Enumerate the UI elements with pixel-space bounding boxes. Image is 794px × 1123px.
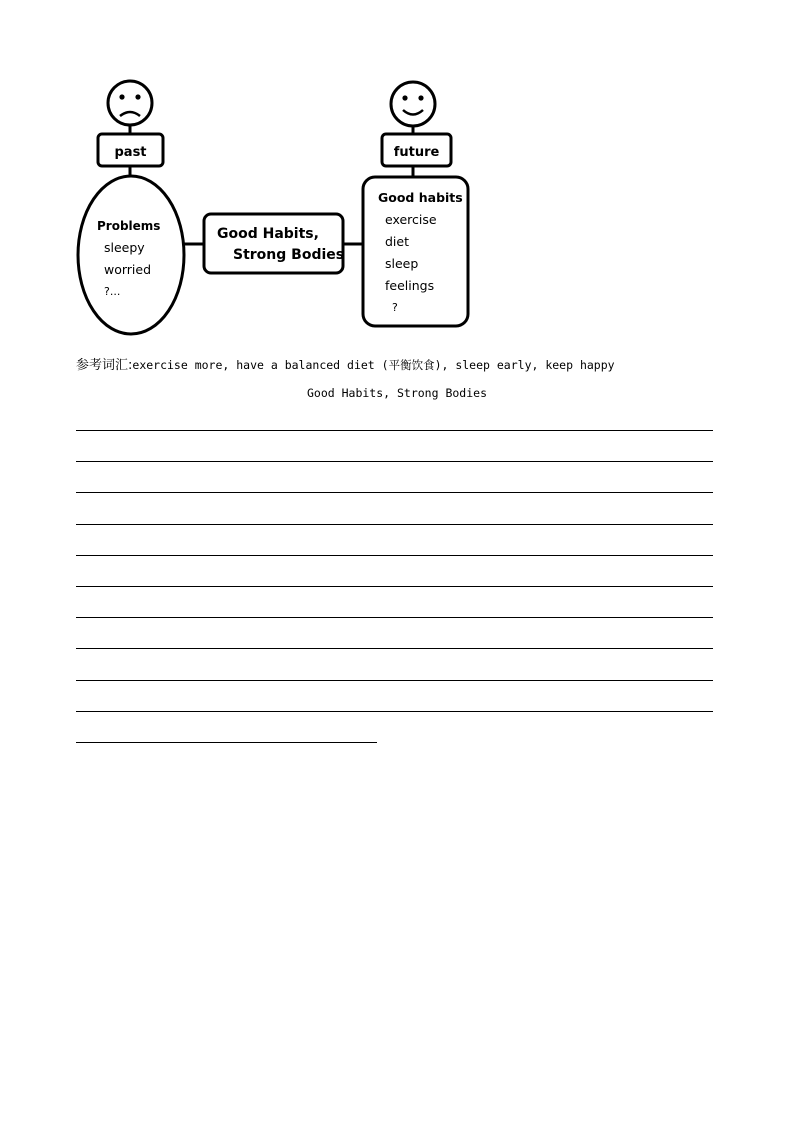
habit-item: exercise	[385, 212, 437, 227]
writing-line	[76, 711, 713, 712]
good-habits-box	[363, 177, 468, 326]
habit-item: feelings	[385, 278, 435, 293]
center-topic-box	[204, 214, 344, 273]
past-box	[98, 134, 163, 166]
happy-face-icon	[391, 82, 435, 126]
writing-line	[76, 461, 713, 462]
writing-line	[76, 524, 713, 525]
writing-line	[76, 555, 713, 556]
sad-face-icon	[108, 81, 152, 125]
writing-line-short	[76, 742, 377, 743]
center-title-line1: Good Habits,	[217, 226, 319, 242]
habit-item: diet	[385, 234, 409, 249]
vocab-label: 参考词汇:	[76, 358, 133, 373]
writing-line	[76, 586, 713, 587]
mind-map-diagram	[0, 0, 794, 345]
problem-item: ?...	[104, 285, 121, 298]
writing-line	[76, 492, 713, 493]
future-box	[382, 134, 451, 166]
writing-line	[76, 648, 713, 649]
problems-ellipse	[78, 176, 184, 334]
past-label: past	[114, 145, 147, 160]
essay-title: Good Habits, Strong Bodies	[306, 386, 487, 400]
writing-line	[76, 680, 713, 681]
future-label: future	[393, 145, 440, 160]
problem-item: sleepy	[104, 240, 145, 255]
center-title-line2: Strong Bodies	[233, 247, 345, 263]
habit-item: ?	[392, 301, 398, 314]
problem-item: worried	[104, 262, 152, 277]
habits-heading: Good habits	[378, 190, 463, 205]
vocab-text: exercise more, have a balanced diet (平衡饮食), sleep early, keep happy	[132, 358, 615, 372]
problems-heading: Problems	[97, 219, 161, 233]
writing-line	[76, 617, 713, 618]
writing-line	[76, 430, 713, 431]
habit-item: sleep	[385, 256, 419, 271]
reference-vocabulary	[76, 354, 615, 373]
